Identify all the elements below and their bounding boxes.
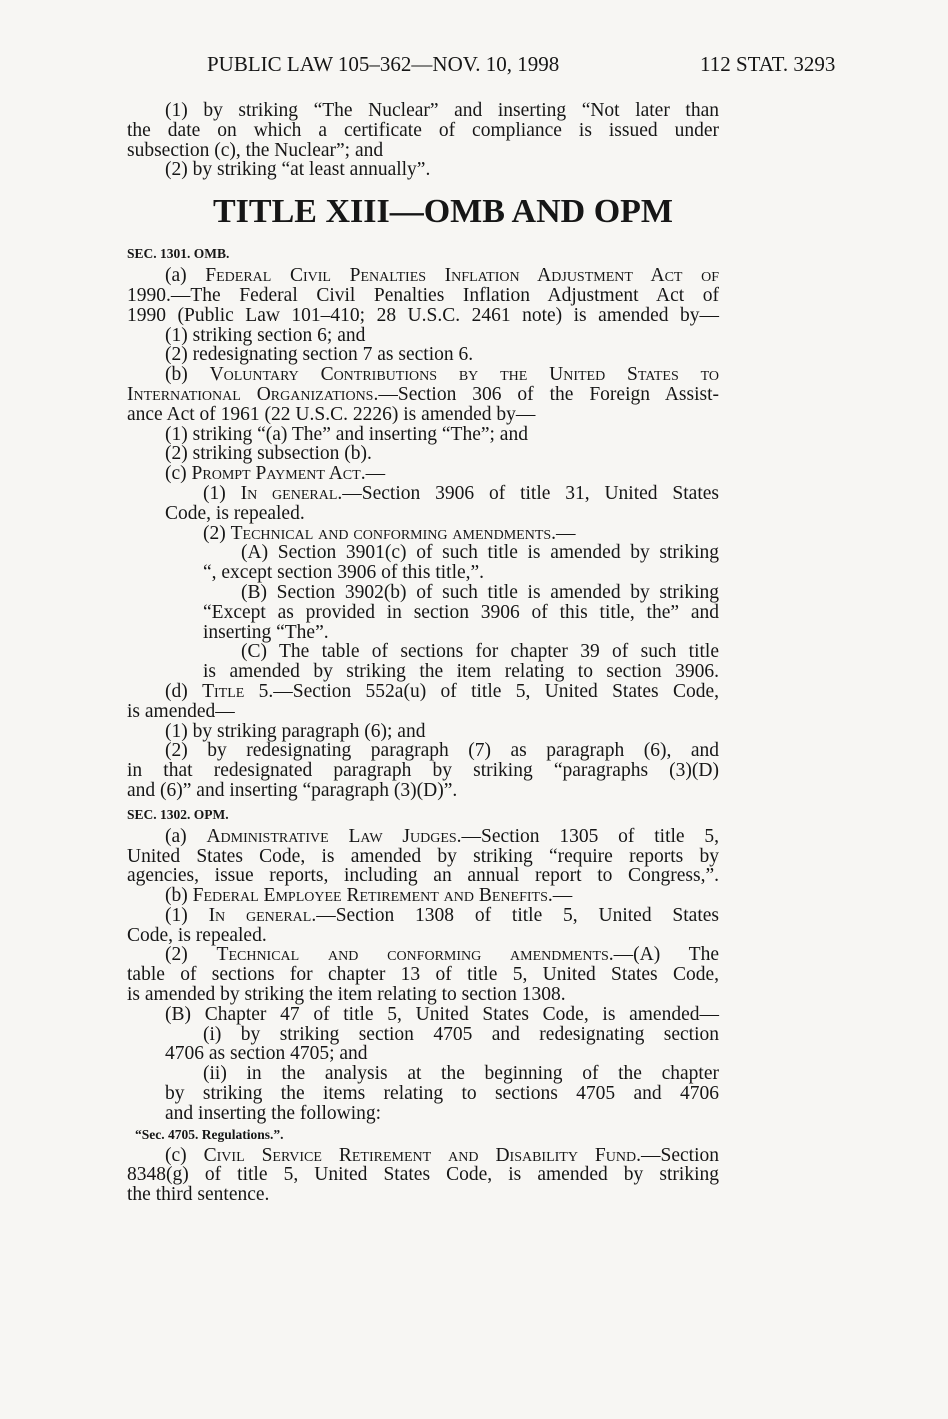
text-line: is amended by striking the item relating to section 3906. (203, 661, 719, 683)
text-line: and (6)” and inserting “paragraph (3)(D)”. (127, 779, 458, 801)
subsection-heading: Prompt Payment Act. (191, 463, 366, 485)
subsection-heading: Title 5. (202, 680, 274, 702)
paragraph-line (127, 484, 719, 504)
text-line: (1) striking “(a) The” and inserting “The”; and (165, 423, 528, 445)
subsection-d-line (127, 682, 719, 702)
subsection-c-line (127, 1146, 719, 1166)
text-line: (B) Chapter 47 of title 5, United States Code, is amended— (165, 1003, 719, 1025)
header-law-citation: PUBLIC LAW 105–362—NOV. 10, 1998 (207, 52, 560, 76)
running-header (0, 52, 948, 82)
paragraph-label: (2) (165, 944, 217, 966)
inserted-item-quote: “Sec. 4705. Regulations.”. (135, 1126, 284, 1142)
text-line: (1) by striking “The Nuclear” and inserting “Not later than (165, 100, 719, 121)
text-span: —Section 306 of the Foreign Assist- (378, 383, 719, 405)
text-line: 1990 (Public Law 101–410; 28 U.S.C. 2461 note) is amended by— (127, 304, 719, 326)
paragraph-line (127, 945, 719, 965)
text-span: —Section 1308 of title 5, United States (316, 904, 719, 926)
text-span: —Section 1305 of title 5, (461, 825, 719, 847)
paragraph-line (127, 524, 719, 544)
subsection-b-line (127, 886, 719, 906)
subsection-label: (c) (165, 463, 192, 485)
subsection-heading: Voluntary Contributions by the United States to (209, 364, 719, 386)
paragraph-label: (1) (203, 482, 241, 504)
text-line: (2) redesignating section 7 as section 6. (165, 344, 474, 366)
title-heading: TITLE XIII—OMB AND OPM (213, 193, 673, 231)
text-line: (B) Section 3902(b) of such title is amended by striking (241, 581, 719, 603)
text-line: agencies, issue reports, including an annual report to Congress,”. (127, 865, 719, 887)
subsection-label: (c) (165, 1144, 204, 1166)
paragraph-heading: Technical and conforming amendments. (230, 522, 557, 544)
text-span: — (552, 885, 573, 907)
text-line: (2) by redesignating paragraph (7) as paragraph (6), and (165, 740, 719, 762)
text-line: by striking the items relating to sections 4705 and 4706 (165, 1083, 719, 1105)
subsection-b-line (127, 365, 719, 385)
text-line: the third sentence. (127, 1184, 270, 1206)
subsection-label: (d) (165, 680, 203, 702)
section-heading-1302: SEC. 1302. OPM. (127, 806, 229, 822)
subsection-label: (b) (165, 364, 210, 386)
paragraph-label: (2) (203, 522, 231, 544)
subsection-heading: Administrative Law Judges. (206, 825, 462, 847)
text-line: 8348(g) of title 5, United States Code, is amended by striking (127, 1164, 719, 1186)
subsection-heading: Federal Civil Penalties Inflation Adjustment Act of (205, 265, 719, 287)
paragraph-line (127, 906, 719, 926)
text-span: — (556, 522, 576, 544)
text-line: 1990.—The Federal Civil Penalties Inflation Adjustment Act of (127, 284, 719, 306)
text-line: 4706 as section 4705; and (165, 1043, 368, 1065)
text-span: — (365, 463, 386, 485)
subsection-heading: Civil Service Retirement and Disability Fund. (203, 1144, 641, 1166)
text-line: (A) Section 3901(c) of such title is amended by striking (241, 542, 719, 564)
subsection-a-line (127, 266, 719, 286)
text-line: the date on which a certificate of compliance is issued under (127, 119, 719, 141)
subsection-heading-cont: International Organizations. (127, 383, 379, 405)
text-span: —Section (641, 1144, 719, 1166)
text-line (127, 385, 719, 405)
text-line: inserting “The”. (203, 621, 329, 643)
text-line: and inserting the following: (165, 1102, 382, 1124)
text-line: ance Act of 1961 (22 U.S.C. 2226) is amended by— (127, 403, 536, 425)
document-body (127, 101, 719, 1205)
text-line: (2) striking subsection (b). (165, 443, 372, 465)
paragraph-heading: Technical and conforming amendments. (216, 944, 614, 966)
text-line: United States Code, is amended by striking “require reports by (127, 845, 719, 867)
text-span: —Section 3906 of title 31, United States (342, 482, 719, 504)
subsection-c-line (127, 464, 719, 484)
text-line: is amended by striking the item relating to section 1308. (127, 984, 566, 1006)
text-line: is amended— (127, 700, 235, 722)
text-line: (1) striking section 6; and (165, 324, 366, 346)
text-line: table of sections for chapter 13 of title 5, United States Code, (127, 964, 719, 986)
paragraph-label: (1) (165, 904, 209, 926)
text-line: (ii) in the analysis at the beginning of the chapter (203, 1063, 719, 1085)
subsection-label: (b) (165, 885, 193, 907)
paragraph-heading: In general. (208, 904, 317, 926)
text-line: in that redesignated paragraph by striking “paragraphs (3)(D) (127, 760, 719, 782)
text-line: (2) by striking “at least annually”. (165, 159, 431, 181)
text-line: “, except section 3906 of this title,”. (203, 562, 485, 584)
text-span: —Section 552a(u) of title 5, United States Code, (273, 680, 720, 702)
text-line: (1) by striking paragraph (6); and (165, 720, 426, 742)
text-line: (C) The table of sections for chapter 39 of such title (241, 641, 719, 663)
subsection-heading: Federal Employee Retirement and Benefits. (192, 885, 553, 907)
subsection-label: (a) (165, 825, 207, 847)
text-line: (i) by striking section 4705 and redesignating section (203, 1023, 719, 1045)
text-line: “Except as provided in section 3906 of this title, the” and (203, 601, 719, 623)
text-line: Code, is repealed. (165, 502, 305, 524)
section-heading-1301: SEC. 1301. OMB. (127, 246, 230, 262)
header-stat-page: 112 STAT. 3293 (700, 52, 836, 76)
text-line: subsection (c), the Nuclear”; and (127, 139, 384, 161)
subsection-label: (a) (165, 265, 206, 287)
text-span: —(A) The (613, 944, 719, 966)
paragraph-heading: In general. (240, 482, 343, 504)
text-line: Code, is repealed. (127, 924, 267, 946)
subsection-a-line (127, 827, 719, 847)
